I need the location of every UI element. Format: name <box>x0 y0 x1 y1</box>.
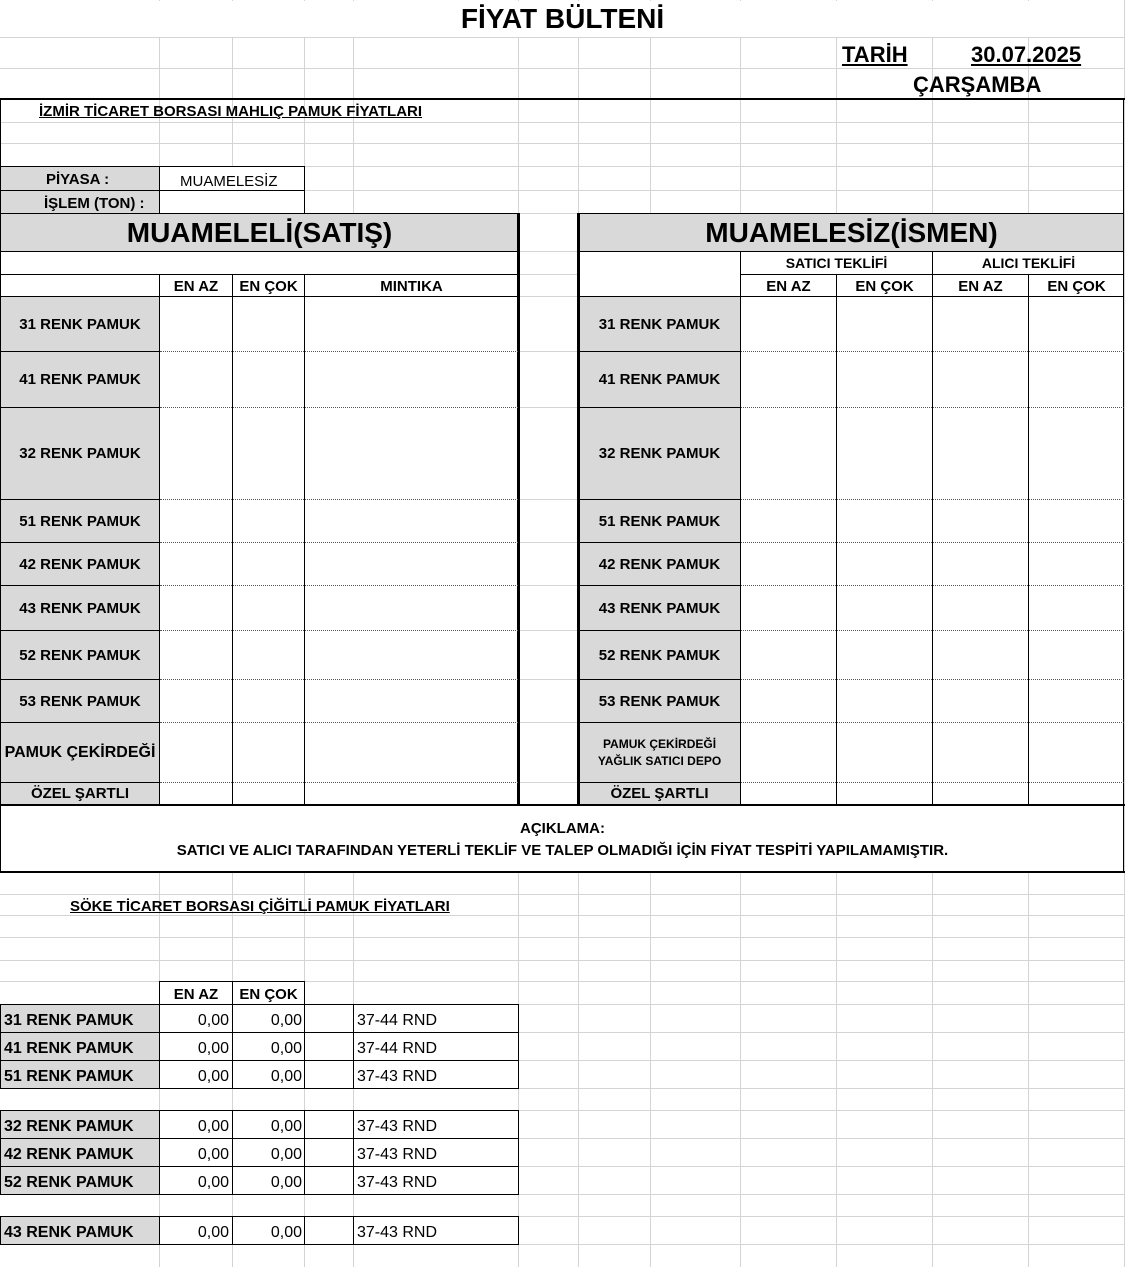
outer-right-border <box>1123 98 1124 872</box>
border-dotted <box>160 782 518 783</box>
border-v <box>232 1110 233 1195</box>
header-divider <box>0 98 1125 100</box>
right-row-label: 43 RENK PAMUK <box>579 586 740 630</box>
izmir-table-bottom <box>0 804 1125 806</box>
border-v <box>159 1004 160 1089</box>
soke-row-max: 0,00 <box>270 1012 302 1029</box>
left-header-mintika: MINTIKA <box>380 278 443 295</box>
piyasa-label: PİYASA : <box>46 171 110 188</box>
border-h <box>0 1004 519 1005</box>
border-h <box>578 296 1124 297</box>
border-h <box>0 499 160 500</box>
right-row-label: 41 RENK PAMUK <box>579 352 740 407</box>
border-v <box>353 1110 354 1195</box>
border-h <box>0 1194 519 1195</box>
border-v <box>159 1216 160 1245</box>
left-header-max: EN ÇOK <box>239 278 298 295</box>
border-dotted <box>160 722 518 723</box>
left-row-label: 42 RENK PAMUK <box>1 543 159 585</box>
border-h <box>0 1110 519 1111</box>
right-row-label: 32 RENK PAMUK <box>579 408 740 499</box>
soke-row-name: 51 RENK PAMUK <box>4 1068 134 1085</box>
right-row-label: 52 RENK PAMUK <box>579 631 740 679</box>
soke-header-max: EN ÇOK <box>239 986 298 1003</box>
left-row-label: 53 RENK PAMUK <box>1 680 159 722</box>
border-h <box>578 630 741 631</box>
muamelesiz-title-bar <box>579 214 1124 251</box>
border-v <box>0 1004 1 1089</box>
soke-row-min: 0,00 <box>197 1174 229 1191</box>
border-v <box>304 1004 305 1089</box>
border-h <box>0 407 160 408</box>
border-v <box>232 1004 233 1089</box>
border-v <box>0 1216 1 1245</box>
soke-row-name: 42 RENK PAMUK <box>4 1146 134 1163</box>
soke-row-min: 0,00 <box>197 1146 229 1163</box>
border-v <box>159 166 160 213</box>
border-v <box>304 1216 305 1245</box>
border-dotted <box>741 351 1124 352</box>
date-label: TARİH <box>842 42 908 67</box>
border-v <box>304 166 305 214</box>
border-v <box>232 1216 233 1245</box>
border-v <box>1028 274 1029 804</box>
border-h <box>0 585 160 586</box>
soke-row-max: 0,00 <box>270 1068 302 1085</box>
border-h <box>0 1138 519 1139</box>
left-row-label: 52 RENK PAMUK <box>1 631 159 679</box>
soke-row-range: 37-44 RND <box>357 1040 438 1057</box>
soke-row-max: 0,00 <box>270 1146 302 1163</box>
border-dotted <box>160 499 518 500</box>
soke-section-title: SÖKE TİCARET BORSASI ÇİĞİTLİ PAMUK FİYATLARI <box>70 898 450 915</box>
border-dotted <box>741 722 1124 723</box>
border-v <box>353 1216 354 1245</box>
alici-teklifi-label: ALICI TEKLİFİ <box>981 255 1076 271</box>
border-v <box>232 274 233 804</box>
border-h <box>578 251 1124 252</box>
muamelesiz-title: MUAMELESİZ(İSMEN) <box>705 216 998 248</box>
muameleli-title-bar <box>1 214 518 251</box>
border-h <box>578 679 741 680</box>
date-value: 30.07.2025 <box>971 42 1082 67</box>
border-v <box>518 1110 519 1195</box>
soke-row-max: 0,00 <box>270 1224 302 1241</box>
left-row-label: ÖZEL ŞARTLI <box>1 783 159 804</box>
border-h <box>0 251 518 252</box>
border-h <box>0 630 160 631</box>
border-v <box>518 1216 519 1245</box>
border-h <box>578 499 741 500</box>
left-row-label: 31 RENK PAMUK <box>1 297 159 351</box>
aciklama-label: AÇIKLAMA: <box>520 820 605 837</box>
border-h <box>578 585 741 586</box>
soke-row-name: 41 RENK PAMUK <box>4 1040 134 1057</box>
border-dotted <box>160 630 518 631</box>
soke-row-range: 37-43 RND <box>357 1224 438 1241</box>
border-h <box>578 722 741 723</box>
right-row-label: 42 RENK PAMUK <box>579 543 740 585</box>
page-title: FİYAT BÜLTENİ <box>460 3 665 34</box>
right-row-label: 31 RENK PAMUK <box>579 297 740 351</box>
border-dotted <box>741 585 1124 586</box>
border-dotted <box>741 407 1124 408</box>
soke-row-name: 31 RENK PAMUK <box>4 1012 134 1029</box>
border-v <box>304 1110 305 1195</box>
soke-row-min: 0,00 <box>197 1068 229 1085</box>
border-h <box>0 1166 519 1167</box>
soke-row-max: 0,00 <box>270 1118 302 1135</box>
border-dotted <box>741 679 1124 680</box>
border-h <box>0 213 518 214</box>
soke-row-name: 52 RENK PAMUK <box>4 1174 134 1191</box>
border-h <box>0 274 518 275</box>
border-v <box>159 981 160 1005</box>
left-row-label: PAMUK ÇEKİRDEĞİ <box>1 723 159 782</box>
soke-row-max: 0,00 <box>270 1174 302 1191</box>
muameleli-title: MUAMELELİ(SATIŞ) <box>126 216 393 248</box>
border-v <box>518 1004 519 1089</box>
outer-left-border <box>0 98 1 872</box>
border-dotted <box>741 542 1124 543</box>
border-dotted <box>160 351 518 352</box>
left-row-label: 51 RENK PAMUK <box>1 500 159 542</box>
border-v <box>304 981 305 1005</box>
border-dotted <box>741 782 1124 783</box>
border-h <box>0 542 160 543</box>
alici-header-min: EN AZ <box>958 278 1003 295</box>
piyasa-value: MUAMELESİZ <box>180 173 278 190</box>
soke-row-range: 37-44 RND <box>357 1012 438 1029</box>
left-row-label: 32 RENK PAMUK <box>1 408 159 499</box>
border-v <box>304 274 305 804</box>
border-h <box>0 1216 519 1217</box>
right-row-label: 53 RENK PAMUK <box>579 680 740 722</box>
border-h <box>578 782 741 783</box>
border-h <box>0 722 160 723</box>
soke-row-range: 37-43 RND <box>357 1146 438 1163</box>
border-h <box>0 296 518 297</box>
satici-header-min: EN AZ <box>766 278 811 295</box>
border-h <box>0 1032 519 1033</box>
islem-label: İŞLEM (TON) : <box>44 195 145 212</box>
border-h <box>578 351 741 352</box>
border-h <box>0 351 160 352</box>
soke-header-min: EN AZ <box>173 986 219 1003</box>
soke-row-range: 37-43 RND <box>357 1068 438 1085</box>
soke-row-min: 0,00 <box>197 1224 229 1241</box>
right-table-left-border <box>577 213 580 805</box>
border-v <box>232 981 233 1005</box>
border-v <box>353 1004 354 1089</box>
border-dotted <box>741 499 1124 500</box>
border-v <box>0 1110 1 1195</box>
left-header-min: EN AZ <box>173 278 219 295</box>
alici-header-max: EN ÇOK <box>1047 278 1106 295</box>
left-row-label: 43 RENK PAMUK <box>1 586 159 630</box>
right-row-label: 51 RENK PAMUK <box>579 500 740 542</box>
aciklama-bottom <box>0 871 1125 873</box>
border-h <box>0 679 160 680</box>
border-h <box>0 166 304 167</box>
soke-row-range: 37-43 RND <box>357 1118 438 1135</box>
soke-row-min: 0,00 <box>197 1012 229 1029</box>
border-dotted <box>160 679 518 680</box>
soke-row-max: 0,00 <box>270 1040 302 1057</box>
border-dotted <box>160 542 518 543</box>
soke-row-name: 32 RENK PAMUK <box>4 1118 134 1135</box>
soke-row-min: 0,00 <box>197 1118 229 1135</box>
izmir-section-title: İZMİR TİCARET BORSASI MAHLIÇ PAMUK FİYATLARI <box>39 103 423 120</box>
soke-row-range: 37-43 RND <box>357 1174 438 1191</box>
left-row-label: 41 RENK PAMUK <box>1 352 159 407</box>
border-v <box>159 1110 160 1195</box>
right-row-label-cekirdek: PAMUK ÇEKİRDEĞİ YAĞLIK SATICI DEPO <box>579 723 740 782</box>
border-dotted <box>160 407 518 408</box>
soke-row-name: 43 RENK PAMUK <box>4 1224 134 1241</box>
border-h <box>578 542 741 543</box>
weekday: ÇARŞAMBA <box>913 72 1042 97</box>
border-h <box>578 407 741 408</box>
right-row-label: ÖZEL ŞARTLI <box>579 783 740 804</box>
satici-teklifi-label: SATICI TEKLİFİ <box>785 255 888 271</box>
border-h <box>0 190 304 191</box>
border-dotted <box>741 630 1124 631</box>
border-h <box>0 1088 519 1089</box>
soke-row-min: 0,00 <box>197 1040 229 1057</box>
border-v <box>159 274 160 804</box>
border-h <box>0 1244 519 1245</box>
satici-header-max: EN ÇOK <box>855 278 914 295</box>
border-h <box>0 782 160 783</box>
border-h <box>0 1060 519 1061</box>
border-dotted <box>160 585 518 586</box>
left-table-right-border <box>517 213 520 805</box>
aciklama-text: SATICI VE ALICI TARAFINDAN YETERLİ TEKLİF VE TALEP OLMADIĞI İÇİN FİYAT TESPİTİ YAPILAMAMIŞTIR. <box>176 842 949 859</box>
border-v <box>836 274 837 804</box>
border-h <box>578 213 1124 214</box>
